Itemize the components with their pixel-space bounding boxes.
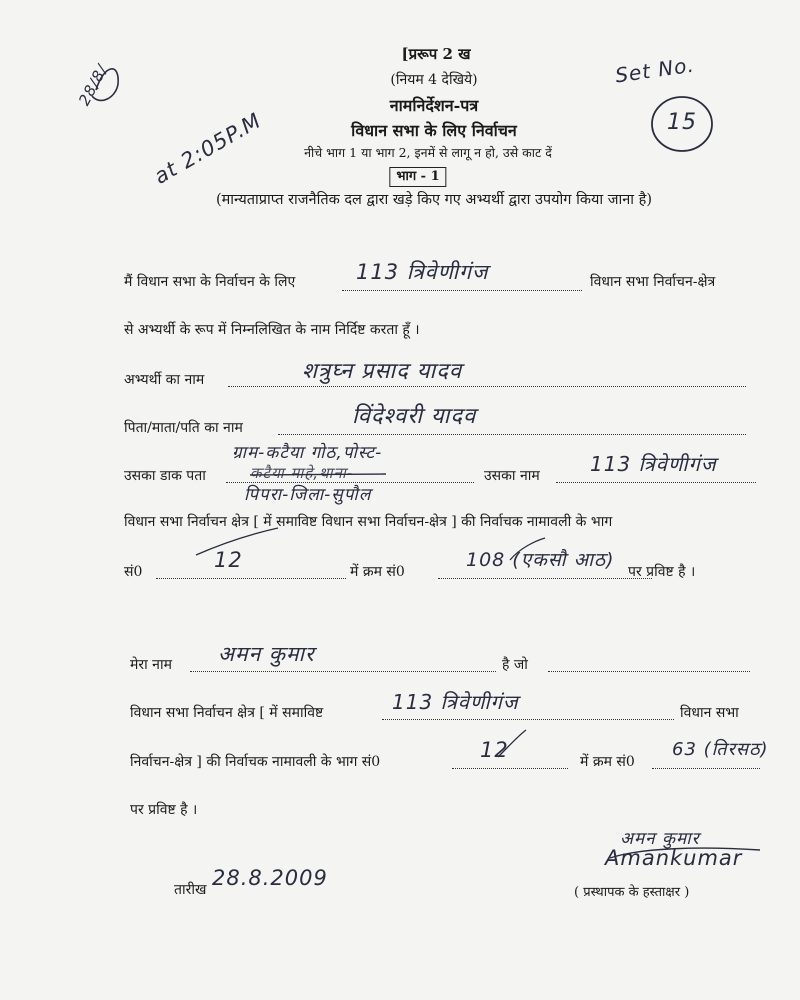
part-no-value[interactable]: 12 <box>214 548 243 572</box>
serial-value[interactable]: 108 (एकसौ आठ) <box>466 549 615 571</box>
set-number: 15 <box>667 110 697 135</box>
father-label: पिता/माता/पति का नाम <box>124 420 243 436</box>
proposer-suffix: है जो <box>502 657 528 673</box>
time-note-top-left: at 2:05P.M <box>150 108 266 189</box>
proposer-name-value[interactable]: अमन कुमार <box>218 642 315 666</box>
constituency-suffix: विधान सभा <box>680 705 739 721</box>
part-no-field-dots <box>156 578 346 579</box>
form-instruction: नीचे भाग 1 या भाग 2, इनमें से लागू न हो, उसे काट दें <box>304 145 552 160</box>
father-field-dots <box>278 434 746 435</box>
part-note: (मान्यताप्राप्त राजनैतिक दल द्वारा खड़े किए गए अभ्यर्थी द्वारा उपयोग किया जाना है) <box>215 192 653 208</box>
serial2-label: में क्रम सं0 <box>580 754 635 770</box>
candidate-field-dots <box>228 386 746 387</box>
initial-scribble <box>92 69 118 101</box>
line1-constituency-value[interactable]: 113 त्रिवेणीगंज <box>356 260 489 284</box>
father-name-value[interactable]: विंदेश्वरी यादव <box>352 404 477 429</box>
proposer-suffix-dots <box>548 671 750 672</box>
part-label: भाग - 1 <box>389 167 446 187</box>
rule-reference: (नियम 4 देखिये) <box>390 72 478 88</box>
roll-line: विधान सभा निर्वाचन क्षेत्र [ में समाविष्ट विधान सभा निर्वाचन-क्षेत्र ] की निर्वाचक नामावली के भाग <box>124 514 613 530</box>
signature-caption: ( प्रस्थापक के हस्ताक्षर ) <box>574 885 690 900</box>
constituency-label: विधान सभा निर्वाचन क्षेत्र [ में समाविष्ट <box>130 705 324 721</box>
serial-label: में क्रम सं0 <box>350 564 405 580</box>
form-number: [प्ररूप 2 ख <box>401 45 471 63</box>
proposer-field-dots <box>190 671 496 672</box>
signature-latin: Amankumar <box>605 846 743 870</box>
serial-field-dots <box>438 578 652 579</box>
date-value[interactable]: 28.8.2009 <box>212 866 328 890</box>
line1-field-dots <box>342 290 582 291</box>
constituency-field-dots <box>382 719 674 720</box>
name-constituency-value[interactable]: 113 त्रिवेणीगंज <box>590 452 717 476</box>
constituency-value[interactable]: 113 त्रिवेणीगंज <box>392 690 519 714</box>
address-label: उसका डाक पता <box>124 468 206 484</box>
form-title: नामनिर्देशन-पत्र <box>389 96 479 115</box>
address-line-3[interactable]: पिपरा-जिला-सुपौल <box>244 485 372 505</box>
serial2-field-dots <box>652 768 760 769</box>
name-field-dots <box>556 482 756 483</box>
part-no2-value[interactable]: 12 <box>480 738 509 762</box>
signature-hindi: अमन कुमार <box>620 829 700 849</box>
name-label: उसका नाम <box>484 468 540 484</box>
address-line-2[interactable]: कटैया माहे,थाना- <box>250 464 354 482</box>
date-note-top-left: 28/8/ <box>75 61 112 109</box>
set-number-circle <box>652 97 712 151</box>
address-line-1[interactable]: ग्राम-कटैया गोठ,पोस्ट- <box>232 443 383 463</box>
line2-text: से अभ्यर्थी के रूप में निम्नलिखित के नाम निर्दिष्ट करता हूँ । <box>124 322 420 338</box>
part-no2-field-dots <box>452 768 568 769</box>
roll-line-2: निर्वाचन-क्षेत्र ] की निर्वाचक नामावली के भाग सं0 <box>130 754 381 770</box>
serial2-value[interactable]: 63 (तिरसठ) <box>672 739 769 760</box>
proposer-label: मेरा नाम <box>130 657 172 673</box>
part-no-label: सं0 <box>124 564 143 580</box>
candidate-label: अभ्यर्थी का नाम <box>124 372 205 388</box>
line1-suffix: विधान सभा निर्वाचन-क्षेत्र <box>590 274 716 290</box>
line1-prefix: मैं विधान सभा के निर्वाचन के लिए <box>124 274 296 290</box>
set-no-label: Set No. <box>613 52 697 88</box>
candidate-name-value[interactable]: शत्रुघ्न प्रसाद यादव <box>302 359 463 384</box>
form-subtitle: विधान सभा के लिए निर्वाचन <box>351 121 517 140</box>
date-label: तारीख <box>174 882 207 898</box>
entered-suffix: पर प्रविष्ट है । <box>628 564 696 580</box>
entered-2: पर प्रविष्ट है । <box>130 802 198 818</box>
